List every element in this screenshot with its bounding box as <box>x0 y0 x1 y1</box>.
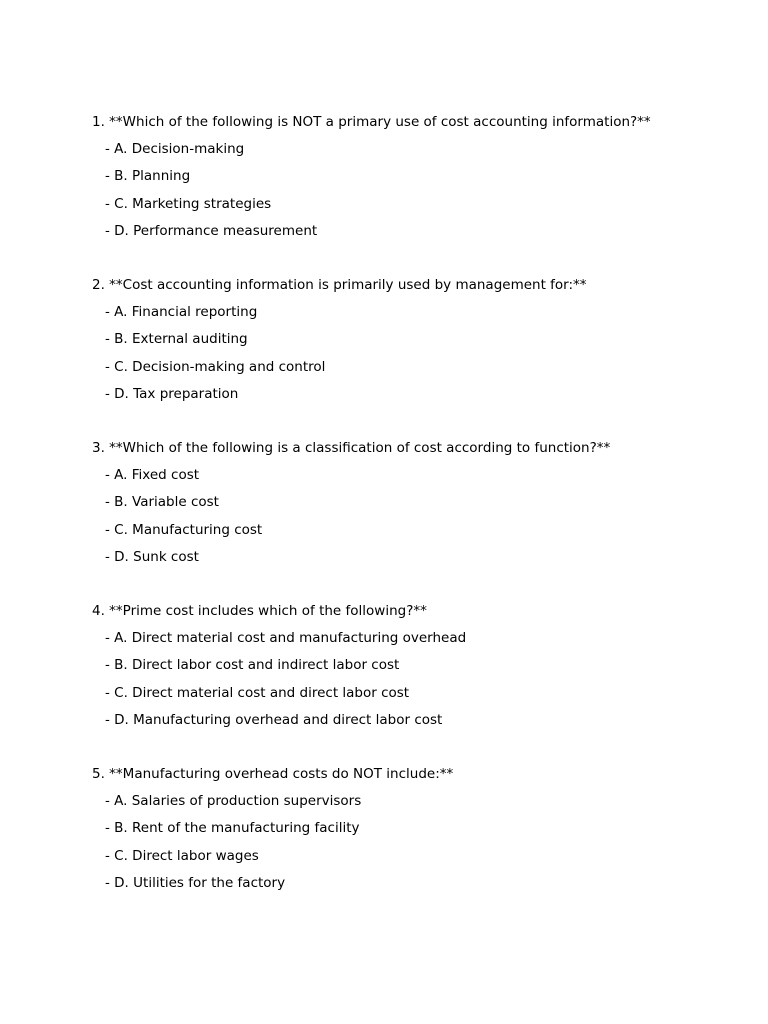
answer-option-d: - D. Sunk cost <box>105 548 199 565</box>
answer-option-b: - B. Variable cost <box>105 494 219 511</box>
answer-option-b: - B. Planning <box>105 168 191 185</box>
question-text: 4. **Prime cost includes which of the following?** <box>92 603 427 619</box>
answer-option-b: - B. Direct labor cost and indirect labor cost <box>105 657 400 674</box>
question-3 <box>92 435 732 571</box>
answer-option-d: - D. Performance measurement <box>105 222 318 239</box>
answer-option-a: - A. Fixed cost <box>105 467 200 484</box>
answer-option-c: - C. Decision-making and control <box>105 358 326 375</box>
answer-option-b: - B. Rent of the manufacturing facility <box>105 820 360 837</box>
question-text: 3. **Which of the following is a classification of cost according to function?** <box>92 440 611 456</box>
answer-option-b: - B. External auditing <box>105 331 248 348</box>
answer-option-d: - D. Utilities for the factory <box>105 874 286 891</box>
question-text: 2. **Cost accounting information is primarily used by management for:** <box>92 277 587 293</box>
answer-option-c: - C. Direct labor wages <box>105 847 259 864</box>
answer-option-c: - C. Manufacturing cost <box>105 521 263 538</box>
question-4 <box>92 598 732 734</box>
question-5 <box>92 761 732 897</box>
answer-option-a: - A. Decision-making <box>105 141 245 158</box>
question-text: 5. **Manufacturing overhead costs do NOT include:** <box>92 766 454 782</box>
answer-option-c: - C. Direct material cost and direct labor cost <box>105 684 410 701</box>
question-1 <box>92 109 732 245</box>
answer-option-c: - C. Marketing strategies <box>105 195 272 212</box>
answer-option-d: - D. Manufacturing overhead and direct labor cost <box>105 711 443 728</box>
question-2 <box>92 272 732 408</box>
answer-option-a: - A. Direct material cost and manufacturing overhead <box>105 630 467 647</box>
answer-option-d: - D. Tax preparation <box>105 385 239 402</box>
answer-option-a: - A. Financial reporting <box>105 304 258 321</box>
answer-option-a: - A. Salaries of production supervisors <box>105 793 362 810</box>
question-text: 1. **Which of the following is NOT a primary use of cost accounting information?** <box>92 114 651 130</box>
